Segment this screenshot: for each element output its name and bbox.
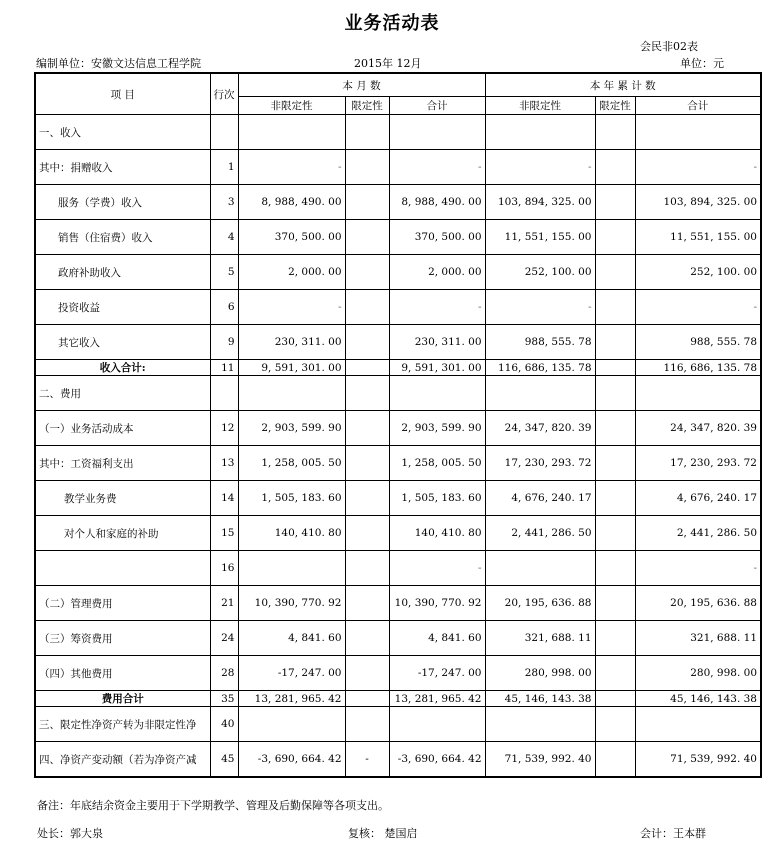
table-row (35, 481, 761, 516)
row-item: 费用合计 (35, 691, 210, 707)
cell-m-res (345, 446, 389, 481)
cell-m-res (345, 220, 389, 255)
table-row (35, 621, 761, 656)
cell-y-res (595, 290, 635, 325)
row-item: 三、限定性净资产转为非限定性净 (35, 707, 210, 742)
cell-y-total: 71, 539, 992. 40 (635, 742, 761, 778)
cell-y-total: 17, 230, 293. 72 (635, 446, 761, 481)
row-item: 四、净资产变动额（若为净资产减 (35, 742, 210, 778)
table-row (35, 325, 761, 360)
cell-m-unres: 10, 390, 770. 92 (238, 586, 345, 621)
cell-m-res (345, 290, 389, 325)
cell-m-res (345, 411, 389, 446)
row-item: 政府补助收入 (35, 255, 210, 290)
cell-m-total: 2, 903, 599. 90 (389, 411, 485, 446)
cell-m-res: - (345, 742, 389, 778)
row-item: （二）管理费用 (35, 586, 210, 621)
header-ytd-restricted: 限定性 (595, 97, 635, 115)
cell-m-res (345, 481, 389, 516)
cell-m-total: 2, 000. 00 (389, 255, 485, 290)
table-row (35, 516, 761, 551)
header-ytd-unrestricted: 非限定性 (485, 97, 595, 115)
row-item: 投资收益 (35, 290, 210, 325)
cell-m-unres: 2, 000. 00 (238, 255, 345, 290)
row-line-number: 1 (210, 150, 238, 185)
cell-y-res (595, 742, 635, 778)
cell-y-unres: 11, 551, 155. 00 (485, 220, 595, 255)
cell-m-total: 230, 311. 00 (389, 325, 485, 360)
cell-y-unres: 252, 100. 00 (485, 255, 595, 290)
cell-m-unres: 8, 988, 490. 00 (238, 185, 345, 220)
cell-y-res (595, 586, 635, 621)
table-row (35, 656, 761, 691)
cell-m-res (345, 376, 389, 411)
row-line-number (210, 115, 238, 150)
cell-m-unres: 140, 410. 80 (238, 516, 345, 551)
row-line-number: 28 (210, 656, 238, 691)
cell-y-total: 988, 555. 78 (635, 325, 761, 360)
cell-y-unres: 116, 686, 135. 78 (485, 360, 595, 376)
row-item: 对个人和家庭的补助 (35, 516, 210, 551)
cell-m-total: - (389, 290, 485, 325)
cell-m-total: - (389, 551, 485, 586)
row-line-number: 24 (210, 621, 238, 656)
cell-y-total: 20, 195, 636. 88 (635, 586, 761, 621)
row-item: 其中：工资福利支出 (35, 446, 210, 481)
row-line-number: 3 (210, 185, 238, 220)
row-line-number: 11 (210, 360, 238, 376)
table-row (35, 551, 761, 586)
cell-y-unres: 280, 998. 00 (485, 656, 595, 691)
cell-m-unres: 1, 505, 183. 60 (238, 481, 345, 516)
cell-y-res (595, 707, 635, 742)
row-line-number: 13 (210, 446, 238, 481)
remark: 备注：年底结余资金主要用于下学期教学、管理及后勤保障等各项支出。 (37, 799, 389, 812)
cell-y-total: 321, 688. 11 (635, 621, 761, 656)
cell-m-total (389, 115, 485, 150)
cell-y-unres: 4, 676, 240. 17 (485, 481, 595, 516)
row-item: 收入合计: (35, 360, 210, 376)
cell-y-total: 116, 686, 135. 78 (635, 360, 761, 376)
row-item: 服务（学费）收入 (35, 185, 210, 220)
cell-y-res (595, 255, 635, 290)
row-line-number: 4 (210, 220, 238, 255)
cell-m-res (345, 707, 389, 742)
signature-head: 处长：郭大泉 (37, 827, 103, 840)
row-item: （四）其他费用 (35, 656, 210, 691)
header-ytd-total: 合计 (635, 97, 761, 115)
currency-unit: 单位：元 (680, 57, 724, 70)
cell-y-total (635, 115, 761, 150)
report-title: 业务活动表 (344, 13, 440, 34)
table-row (35, 691, 761, 707)
cell-y-unres: 2, 441, 286. 50 (485, 516, 595, 551)
cell-y-unres (485, 376, 595, 411)
row-item: （一）业务活动成本 (35, 411, 210, 446)
cell-m-total: -3, 690, 664. 42 (389, 742, 485, 778)
row-item: 二、费用 (35, 376, 210, 411)
cell-y-unres: - (485, 290, 595, 325)
header-month-total: 合计 (389, 97, 485, 115)
table-row (35, 185, 761, 220)
cell-m-total: 1, 258, 005. 50 (389, 446, 485, 481)
cell-y-total: 24, 347, 820. 39 (635, 411, 761, 446)
cell-y-res (595, 150, 635, 185)
cell-m-unres: 2, 903, 599. 90 (238, 411, 345, 446)
row-item: 其它收入 (35, 325, 210, 360)
cell-m-total: 10, 390, 770. 92 (389, 586, 485, 621)
cell-y-unres (485, 707, 595, 742)
cell-m-res (345, 586, 389, 621)
cell-m-total: - (389, 150, 485, 185)
header-ytd: 本 年 累 计 数 (485, 73, 761, 97)
row-item: 销售（住宿费）收入 (35, 220, 210, 255)
cell-y-total: 4, 676, 240. 17 (635, 481, 761, 516)
cell-y-res (595, 551, 635, 586)
cell-m-unres (238, 115, 345, 150)
cell-m-total: 9, 591, 301. 00 (389, 360, 485, 376)
cell-y-res (595, 411, 635, 446)
cell-m-total: 370, 500. 00 (389, 220, 485, 255)
cell-m-total: 1, 505, 183. 60 (389, 481, 485, 516)
form-number: 会民非02表 (640, 40, 698, 53)
cell-m-unres: -3, 690, 664. 42 (238, 742, 345, 778)
row-item (35, 551, 210, 586)
header-month: 本 月 数 (238, 73, 485, 97)
cell-m-total: 13, 281, 965. 42 (389, 691, 485, 707)
cell-m-total (389, 707, 485, 742)
cell-y-total: - (635, 290, 761, 325)
row-line-number: 15 (210, 516, 238, 551)
cell-m-res (345, 656, 389, 691)
row-line-number: 21 (210, 586, 238, 621)
row-line-number: 40 (210, 707, 238, 742)
cell-y-total: - (635, 150, 761, 185)
cell-m-res (345, 621, 389, 656)
cell-y-res (595, 115, 635, 150)
table-row (35, 376, 761, 411)
row-line-number: 9 (210, 325, 238, 360)
cell-m-res (345, 360, 389, 376)
cell-m-total (389, 376, 485, 411)
cell-m-res (345, 115, 389, 150)
header-line: 行次 (210, 73, 238, 115)
cell-y-total: - (635, 551, 761, 586)
report-period: 2015年 12月 (354, 57, 422, 70)
cell-y-total (635, 376, 761, 411)
header-month-unrestricted: 非限定性 (238, 97, 345, 115)
table-row (35, 115, 761, 150)
row-item: （三）筹资费用 (35, 621, 210, 656)
cell-y-unres: 20, 195, 636. 88 (485, 586, 595, 621)
cell-y-res (595, 360, 635, 376)
cell-m-unres (238, 707, 345, 742)
cell-y-res (595, 325, 635, 360)
cell-y-total: 11, 551, 155. 00 (635, 220, 761, 255)
cell-m-res (345, 325, 389, 360)
cell-m-unres: -17, 247. 00 (238, 656, 345, 691)
cell-y-unres: 71, 539, 992. 40 (485, 742, 595, 778)
cell-y-res (595, 481, 635, 516)
cell-m-unres: 370, 500. 00 (238, 220, 345, 255)
cell-m-res (345, 691, 389, 707)
cell-m-unres: - (238, 290, 345, 325)
cell-m-unres: - (238, 150, 345, 185)
cell-m-unres (238, 376, 345, 411)
cell-y-res (595, 185, 635, 220)
table-row (35, 290, 761, 325)
row-item: 教学业务费 (35, 481, 210, 516)
row-line-number (210, 376, 238, 411)
cell-y-total: 103, 894, 325. 00 (635, 185, 761, 220)
cell-y-unres: 103, 894, 325. 00 (485, 185, 595, 220)
row-line-number: 5 (210, 255, 238, 290)
cell-m-unres: 230, 311. 00 (238, 325, 345, 360)
cell-y-unres: 17, 230, 293. 72 (485, 446, 595, 481)
cell-m-unres: 1, 258, 005. 50 (238, 446, 345, 481)
signature-accountant: 会计：王本群 (640, 827, 706, 840)
table-row (35, 707, 761, 742)
org-name: 编制单位：安徽文达信息工程学院 (36, 57, 201, 70)
row-item: 其中：捐赠收入 (35, 150, 210, 185)
table-row (35, 255, 761, 290)
table-row (35, 150, 761, 185)
cell-y-unres (485, 115, 595, 150)
table-row (35, 411, 761, 446)
cell-y-unres (485, 551, 595, 586)
row-item: 一、收入 (35, 115, 210, 150)
cell-y-res (595, 376, 635, 411)
cell-y-total: 252, 100. 00 (635, 255, 761, 290)
row-line-number: 16 (210, 551, 238, 586)
cell-y-unres: 988, 555. 78 (485, 325, 595, 360)
header-item: 项 目 (35, 73, 210, 115)
table-row (35, 220, 761, 255)
row-line-number: 6 (210, 290, 238, 325)
cell-m-total: 8, 988, 490. 00 (389, 185, 485, 220)
header-month-restricted: 限定性 (345, 97, 389, 115)
row-line-number: 12 (210, 411, 238, 446)
cell-y-res (595, 691, 635, 707)
table-row (35, 360, 761, 376)
row-line-number: 14 (210, 481, 238, 516)
row-line-number: 35 (210, 691, 238, 707)
cell-y-unres: 321, 688. 11 (485, 621, 595, 656)
activity-table (34, 72, 762, 778)
cell-y-res (595, 621, 635, 656)
table-row (35, 586, 761, 621)
cell-m-res (345, 516, 389, 551)
cell-y-total (635, 707, 761, 742)
cell-m-res (345, 255, 389, 290)
cell-m-unres: 4, 841. 60 (238, 621, 345, 656)
cell-m-res (345, 185, 389, 220)
table-row (35, 742, 761, 778)
cell-m-total: 140, 410. 80 (389, 516, 485, 551)
cell-m-unres (238, 551, 345, 586)
row-line-number: 45 (210, 742, 238, 778)
signature-review: 复核： 楚国启 (348, 827, 418, 840)
cell-m-unres: 9, 591, 301. 00 (238, 360, 345, 376)
cell-y-total: 2, 441, 286. 50 (635, 516, 761, 551)
cell-y-unres: 45, 146, 143. 38 (485, 691, 595, 707)
cell-y-res (595, 446, 635, 481)
cell-m-total: 4, 841. 60 (389, 621, 485, 656)
cell-m-res (345, 150, 389, 185)
cell-y-res (595, 516, 635, 551)
cell-y-unres: 24, 347, 820. 39 (485, 411, 595, 446)
cell-y-unres: - (485, 150, 595, 185)
cell-y-total: 280, 998. 00 (635, 656, 761, 691)
cell-y-res (595, 220, 635, 255)
cell-m-res (345, 551, 389, 586)
cell-y-total: 45, 146, 143. 38 (635, 691, 761, 707)
cell-y-res (595, 656, 635, 691)
cell-m-unres: 13, 281, 965. 42 (238, 691, 345, 707)
table-row (35, 446, 761, 481)
cell-m-total: -17, 247. 00 (389, 656, 485, 691)
